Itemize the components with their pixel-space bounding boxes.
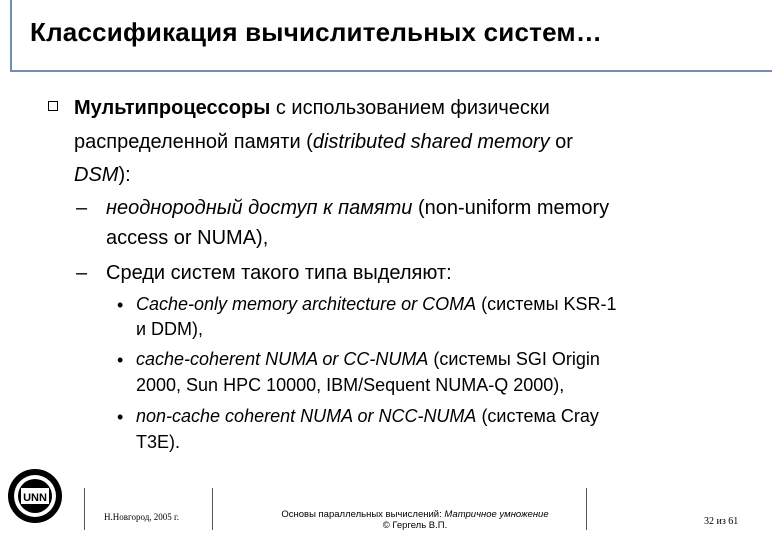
sub1-line-2: и DDM), — [136, 319, 204, 339]
dash2-line-1: Среди систем такого типа выделяют: — [106, 262, 452, 284]
dash-marker: – — [76, 262, 88, 284]
bold-lead: Мультипроцессоры — [74, 97, 271, 119]
page-number: 32 из 61 — [704, 516, 739, 527]
slide-title: Классификация вычислительных систем… — [30, 17, 603, 47]
square-bullet-icon — [48, 101, 58, 111]
dash1-line-1: неоднородный доступ к памяти (non-uniform memory — [106, 197, 610, 219]
footer-separator — [586, 488, 587, 530]
dot-bullet: • — [117, 295, 124, 315]
bullet-line-1: Мультипроцессоры с использованием физически — [74, 97, 550, 119]
sub2-line-2: 2000, Sun HPC 10000, IBM/Sequent NUMA-Q 2000), — [136, 375, 565, 395]
bullet-line-3: DSM): — [74, 164, 131, 186]
dot-bullet: • — [117, 350, 124, 370]
sub1-line-1: Cache-only memory architecture or COMA (системы KSR-1 — [136, 294, 617, 314]
svg-text:UNN: UNN — [23, 492, 47, 504]
dash1-line-2: access or NUMA), — [106, 227, 269, 249]
sub3-line-1: non-cache coherent NUMA or NCC-NUMA (система Cray — [136, 406, 599, 426]
university-logo-icon — [6, 467, 64, 525]
footer-course-info — [262, 509, 568, 531]
footer-location-date: Н.Новгород, 2005 г. — [104, 512, 179, 522]
dash-marker: – — [76, 197, 88, 219]
footer-author: © Гергель В.П. — [382, 520, 448, 531]
dot-bullet: • — [117, 407, 124, 427]
sub3-line-2: T3E). — [136, 432, 181, 452]
bullet-line-2: распределенной памяти (distributed shared memory or — [74, 131, 573, 153]
footer-course-line-1: Основы параллельных вычислений: Матричное умножение — [281, 509, 549, 520]
footer-separator — [212, 488, 213, 530]
sub2-line-1: cache-coherent NUMA or CC-NUMA (системы SGI Origin — [136, 349, 600, 369]
footer-separator — [84, 488, 85, 530]
